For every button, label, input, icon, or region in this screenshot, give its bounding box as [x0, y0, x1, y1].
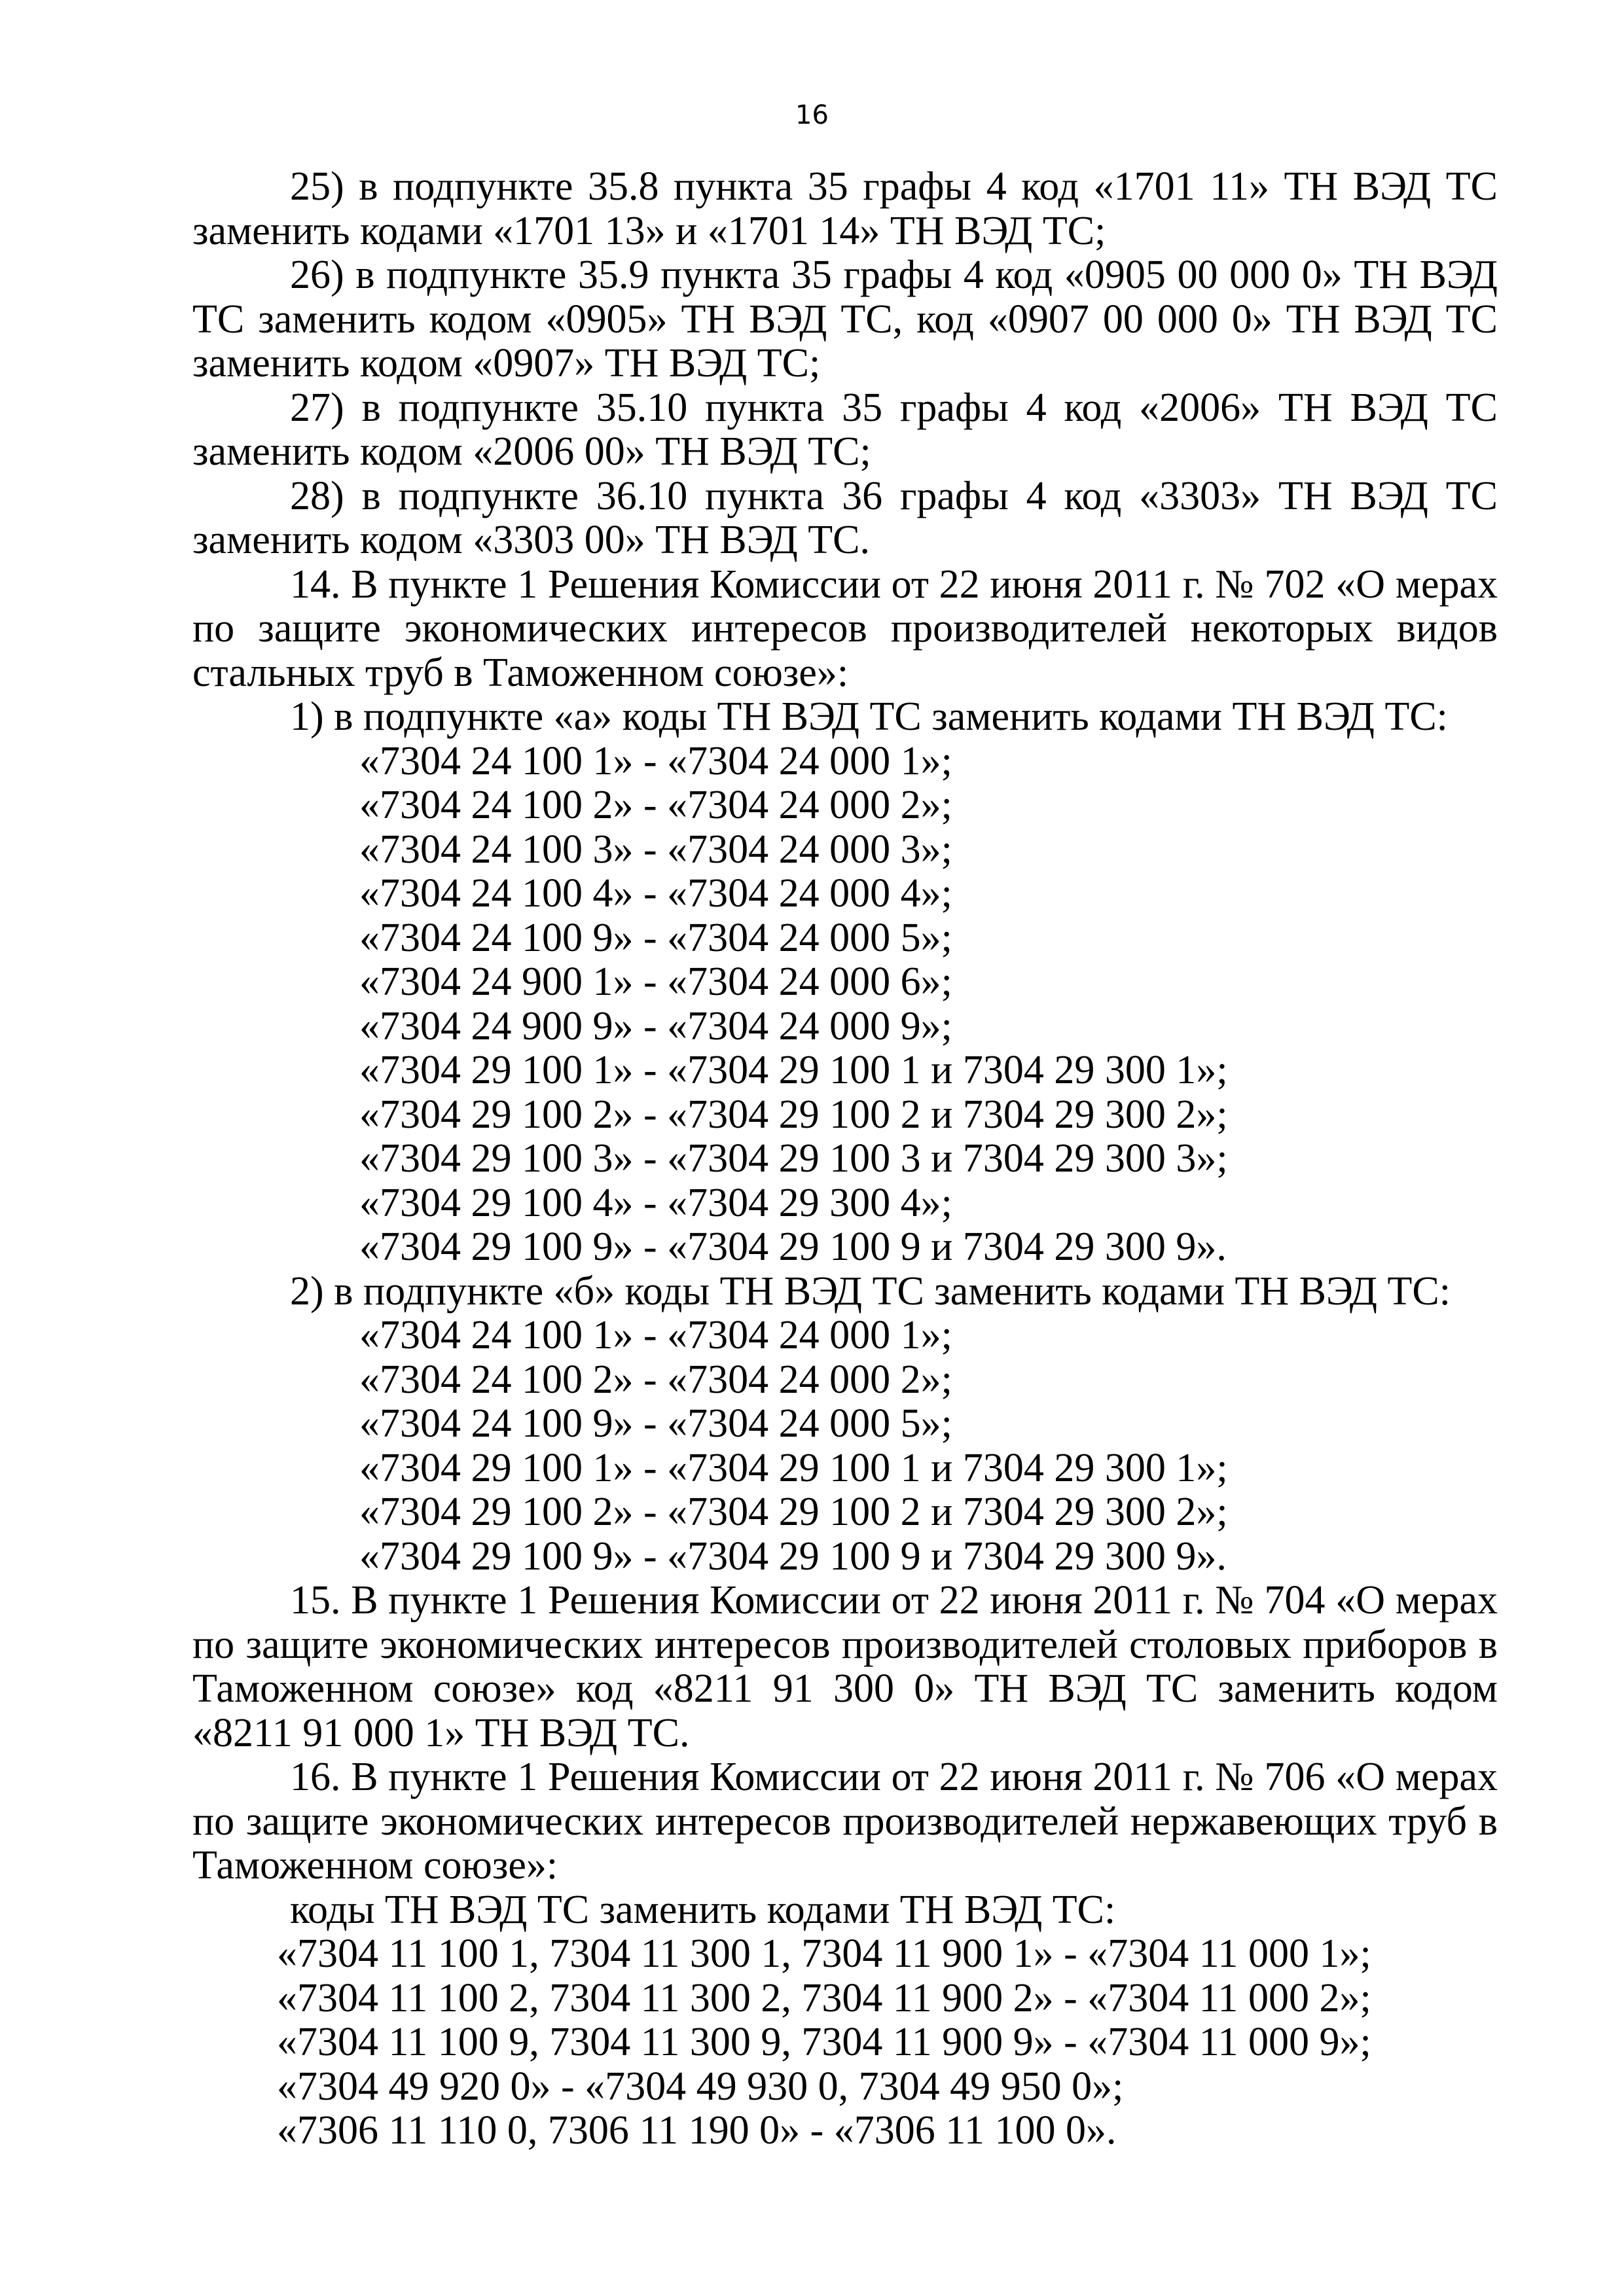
section-16: 16. В пункте 1 Решения Комиссии от 22 июня 2011 г. № 706 «О мерах по защите экономических интересов производителей нержавеющих труб в Таможенном союзе»:: [192, 1755, 1498, 1888]
code-line: «7304 11 100 9, 7304 11 300 9, 7304 11 900 9» - «7304 11 000 9»;: [277, 2020, 1371, 2064]
code-line: «7304 24 100 2» - «7304 24 000 2»;: [359, 1357, 952, 1402]
section-14-item-1-intro: 1) в подпункте «а» коды ТН ВЭД ТС заменить кодами ТН ВЭД ТС:: [290, 694, 1448, 739]
code-line: «7304 29 100 3» - «7304 29 100 3 и 7304 29 300 3»;: [359, 1136, 1228, 1181]
code-line: «7304 24 100 9» - «7304 24 000 5»;: [359, 1401, 952, 1446]
code-line: «7304 29 100 2» - «7304 29 100 2 и 7304 29 300 2»;: [359, 1490, 1228, 1534]
code-line: «7306 11 110 0, 7306 11 190 0» - «7306 11 100 0».: [277, 2108, 1117, 2153]
code-line: «7304 24 100 1» - «7304 24 000 1»;: [359, 1313, 952, 1357]
code-line: «7304 11 100 2, 7304 11 300 2, 7304 11 900 2» - «7304 11 000 2»;: [277, 1975, 1371, 2020]
paragraph-25: 25) в подпункте 35.8 пункта 35 графы 4 код «1701 11» ТН ВЭД ТС заменить кодами «1701 13» и «1701 14» ТН ВЭД ТС;: [192, 164, 1498, 253]
code-line: «7304 29 100 4» - «7304 29 300 4»;: [359, 1180, 952, 1225]
code-line: «7304 29 100 1» - «7304 29 100 1 и 7304 29 300 1»;: [359, 1445, 1228, 1490]
paragraph-27: 27) в подпункте 35.10 пункта 35 графы 4 код «2006» ТН ВЭД ТС заменить кодом «2006 00» ТН ВЭД ТС;: [192, 385, 1498, 474]
code-line: «7304 29 100 9» - «7304 29 100 9 и 7304 29 300 9».: [359, 1534, 1227, 1579]
code-line: «7304 24 100 4» - «7304 24 000 4»;: [359, 871, 952, 916]
code-line: «7304 29 100 2» - «7304 29 100 2 и 7304 29 300 2»;: [359, 1092, 1228, 1137]
code-line: «7304 24 900 1» - «7304 24 000 6»;: [359, 960, 952, 1004]
code-line: «7304 24 900 9» - «7304 24 000 9»;: [359, 1003, 952, 1049]
code-line: «7304 11 100 1, 7304 11 300 1, 7304 11 900 1» - «7304 11 000 1»;: [277, 1931, 1371, 1976]
section-15: 15. В пункте 1 Решения Комиссии от 22 июня 2011 г. № 704 «О мерах по защите экономических интересов производителей столовых приборов в Таможенном союзе» код «8211 91 300 0» ТН ВЭД ТС заменить кодом «8211 91 000 1» ТН ВЭД ТС.: [192, 1578, 1498, 1755]
paragraph-26: 26) в подпункте 35.9 пункта 35 графы 4 код «0905 00 000 0» ТН ВЭД ТС заменить кодом «0905» ТН ВЭД ТС, код «0907 00 000 0» ТН ВЭД ТС заменить кодом «0907» ТН ВЭД ТС;: [192, 253, 1498, 386]
code-line: «7304 29 100 9» - «7304 29 100 9 и 7304 29 300 9».: [359, 1225, 1227, 1269]
code-line: «7304 49 920 0» - «7304 49 930 0, 7304 49 950 0»;: [277, 2064, 1124, 2109]
page-number: 16: [795, 100, 829, 130]
section-14: 14. В пункте 1 Решения Комиссии от 22 июня 2011 г. № 702 «О мерах по защите экономических интересов производителей некоторых видов стальных труб в Таможенном союзе»:: [192, 562, 1498, 695]
code-line: «7304 24 100 9» - «7304 24 000 5»;: [359, 915, 952, 960]
code-line: «7304 29 100 1» - «7304 29 100 1 и 7304 29 300 1»;: [359, 1048, 1228, 1092]
document-body: [192, 165, 1498, 2153]
code-line: «7304 24 100 1» - «7304 24 000 1»;: [359, 738, 952, 783]
section-14-item-2-intro: 2) в подпункте «б» коды ТН ВЭД ТС заменить кодами ТН ВЭД ТС:: [290, 1268, 1451, 1314]
code-line: «7304 24 100 2» - «7304 24 000 2»;: [359, 783, 952, 827]
paragraph-28: 28) в подпункте 36.10 пункта 36 графы 4 код «3303» ТН ВЭД ТС заменить кодом «3303 00» ТН ВЭД ТС.: [192, 473, 1498, 562]
code-line: «7304 24 100 3» - «7304 24 000 3»;: [359, 827, 952, 872]
section-16-intro: коды ТН ВЭД ТС заменить кодами ТН ВЭД ТС:: [290, 1887, 1116, 1932]
